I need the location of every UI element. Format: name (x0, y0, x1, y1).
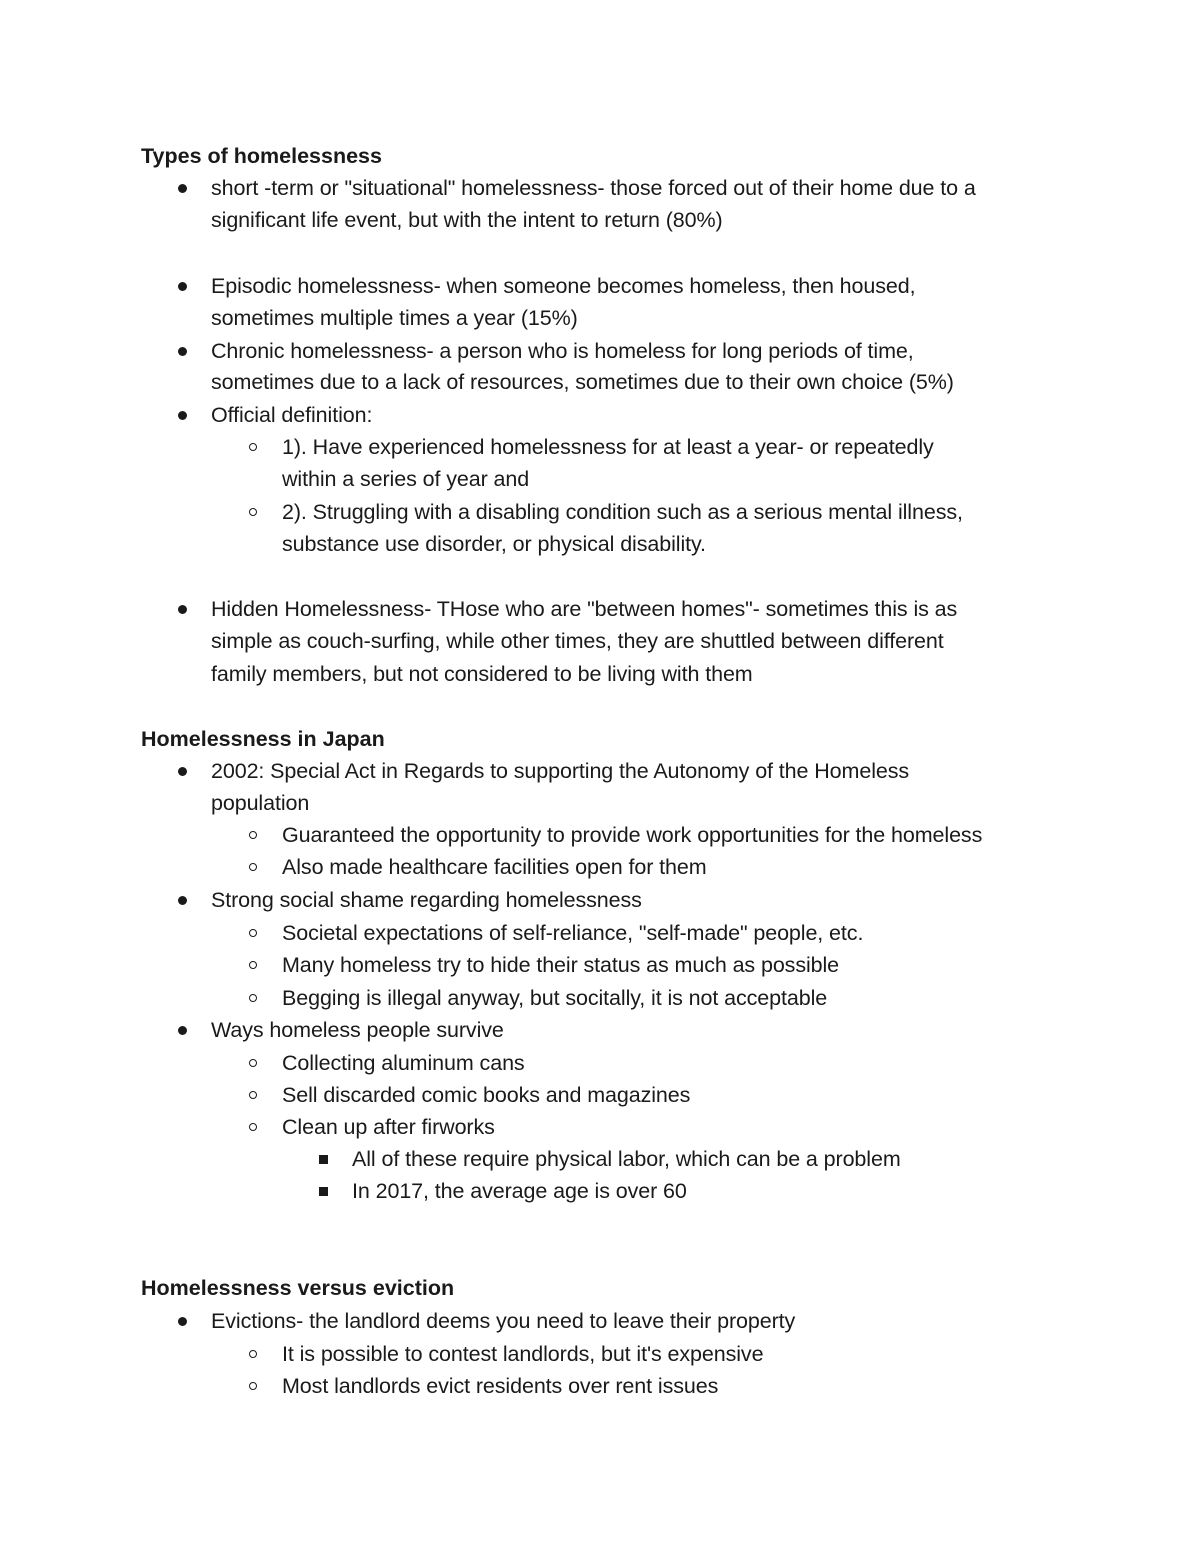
list-item-text: Collecting aluminum cans (282, 1051, 525, 1075)
bullet-disc (178, 605, 187, 614)
bullet-circle (249, 994, 257, 1002)
bullet-circle (249, 929, 257, 937)
bullet-circle (249, 508, 257, 516)
bullet-disc (178, 896, 187, 905)
heading-homelessness-in-japan: Homelessness in Japan (141, 727, 385, 751)
list-item-text: 2). Struggling with a disabling condition such as a serious mental illness, (282, 500, 963, 524)
list-item-text: population (211, 791, 310, 815)
list-item-text: simple as couch-surfing, while other times, they are shuttled between different (211, 629, 944, 653)
list-item-text: significant life event, but with the intent to return (80%) (211, 208, 723, 232)
bullet-square (319, 1187, 328, 1196)
bullet-circle (249, 961, 257, 969)
list-item-text: Guaranteed the opportunity to provide work opportunities for the homeless (282, 823, 983, 847)
list-item-text: Chronic homelessness- a person who is homeless for long periods of time, (211, 339, 914, 363)
list-item-text: Sell discarded comic books and magazines (282, 1083, 691, 1107)
bullet-circle (249, 1059, 257, 1067)
bullet-circle (249, 443, 257, 451)
bullet-circle (249, 1382, 257, 1390)
heading-types-of-homelessness: Types of homelessness (141, 144, 382, 168)
list-item-text: Strong social shame regarding homelessness (211, 888, 642, 912)
list-item-text: In 2017, the average age is over 60 (352, 1179, 687, 1203)
bullet-disc (178, 1317, 187, 1326)
bullet-disc (178, 282, 187, 291)
bullet-circle (249, 863, 257, 871)
list-item-text: It is possible to contest landlords, but it's expensive (282, 1342, 764, 1366)
bullet-circle (249, 831, 257, 839)
bullet-disc (178, 767, 187, 776)
list-item-text: Societal expectations of self-reliance, "self-made" people, etc. (282, 921, 864, 945)
heading-homelessness-versus-eviction: Homelessness versus eviction (141, 1276, 455, 1300)
bullet-disc (178, 347, 187, 356)
list-item-text: within a series of year and (282, 467, 530, 491)
list-item-text: Ways homeless people survive (211, 1018, 504, 1042)
list-item-text: Also made healthcare facilities open for them (282, 855, 707, 879)
list-item-text: Clean up after firworks (282, 1115, 495, 1139)
list-item-text: sometimes multiple times a year (15%) (211, 306, 578, 330)
list-item-text: family members, but not considered to be living with them (211, 662, 753, 686)
list-item-text: Official definition: (211, 403, 373, 427)
list-item-text: Episodic homelessness- when someone becomes homeless, then housed, (211, 274, 916, 298)
list-item-text: Evictions- the landlord deems you need to leave their property (211, 1309, 796, 1333)
list-item-text: sometimes due to a lack of resources, sometimes due to their own choice (5%) (211, 370, 954, 394)
list-item-text: Begging is illegal anyway, but socitally, it is not acceptable (282, 986, 828, 1010)
list-item-text: 2002: Special Act in Regards to supporting the Autonomy of the Homeless (211, 759, 910, 783)
bullet-square (319, 1155, 328, 1164)
list-item-text: Many homeless try to hide their status as much as possible (282, 953, 840, 977)
bullet-disc (178, 411, 187, 420)
list-item-text: Most landlords evict residents over rent issues (282, 1374, 719, 1398)
list-item-text: All of these require physical labor, which can be a problem (352, 1147, 901, 1171)
list-item-text: 1). Have experienced homelessness for at least a year- or repeatedly (282, 435, 934, 459)
bullet-circle (249, 1091, 257, 1099)
bullet-circle (249, 1123, 257, 1131)
bullet-circle (249, 1350, 257, 1358)
list-item-text: short -term or "situational" homelessness- those forced out of their home due to a (211, 176, 976, 200)
list-item-text: Hidden Homelessness- THose who are "between homes"- sometimes this is as (211, 597, 958, 621)
bullet-disc (178, 184, 187, 193)
bullet-disc (178, 1026, 187, 1035)
list-item-text: substance use disorder, or physical disability. (282, 532, 706, 556)
